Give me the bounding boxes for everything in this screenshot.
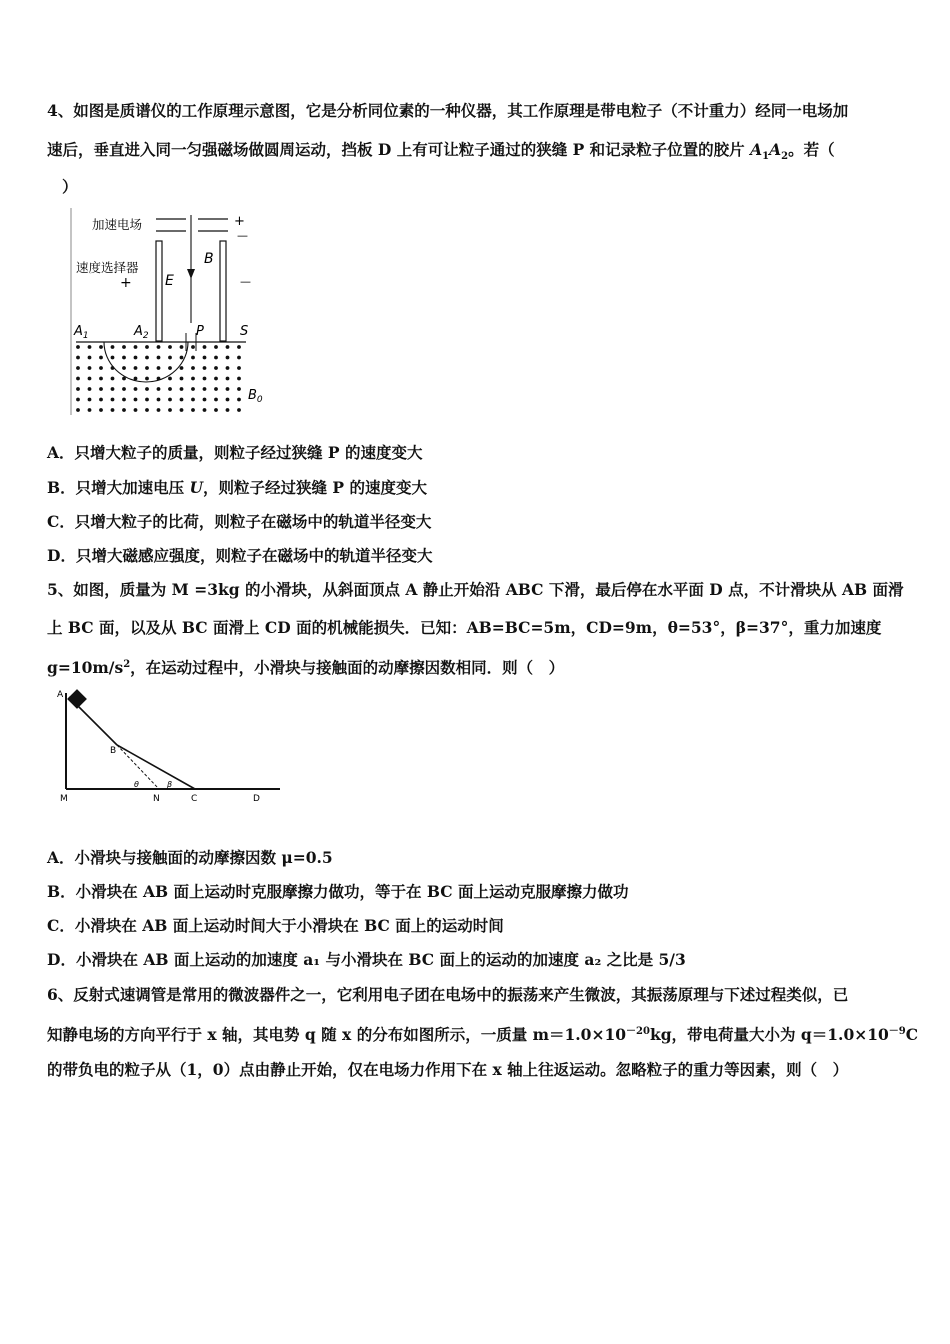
q4-option-b-text: B．只增大加速电压 — [47, 478, 190, 497]
field-dot — [226, 398, 230, 402]
field-dot — [99, 387, 103, 391]
field-dot — [88, 377, 92, 381]
field-dot — [111, 377, 115, 381]
angle-theta-label: θ — [134, 780, 139, 789]
field-dot — [168, 398, 172, 402]
plus-sign-top: + — [234, 214, 245, 229]
field-dot — [191, 345, 195, 349]
field-dot — [134, 377, 138, 381]
slider-block — [67, 689, 87, 709]
field-dot — [203, 377, 207, 381]
field-dot — [76, 377, 80, 381]
field-dot — [122, 366, 126, 370]
q4-film-a1-sub: 1 — [762, 151, 770, 163]
label-accel-field: 加速电场 — [92, 217, 143, 232]
field-dot — [168, 408, 172, 412]
label-a1: $A_1$ — [74, 324, 89, 341]
field-dot — [168, 387, 172, 391]
field-dot — [145, 366, 149, 370]
q6-line-2-mid: kg，带电荷量大小为 q＝1.0×10 — [649, 1025, 889, 1045]
field-dot — [111, 356, 115, 360]
magnetic-field-dots — [76, 345, 241, 412]
field-dot — [168, 377, 172, 381]
label-b0: $B_0$ — [248, 388, 263, 405]
q4-line-2-end: 。若（ — [788, 140, 835, 159]
field-dot — [157, 345, 161, 349]
field-dot — [76, 387, 80, 391]
field-dot — [180, 408, 184, 412]
field-dot — [191, 387, 195, 391]
q4-option-a[interactable]: A．只增大粒子的质量，则粒子经过狭缝 P 的速度变大 — [47, 443, 423, 462]
q4-film-a2-sub: 2 — [781, 151, 789, 163]
field-dot — [191, 377, 195, 381]
field-dot — [214, 387, 218, 391]
q6-line-1: 6、反射式速调管是常用的微波器件之一，它利用电子团在电场中的振荡来产生微波，其振荡原理与下述过程类似，已 — [47, 985, 849, 1004]
field-dot — [76, 408, 80, 412]
field-dot — [145, 398, 149, 402]
field-dot — [180, 377, 184, 381]
label-s: S — [240, 324, 249, 339]
label-a2: $A_2$ — [134, 324, 149, 341]
field-dot — [214, 377, 218, 381]
point-a-label: A — [57, 690, 64, 700]
q4-option-b[interactable] — [47, 478, 427, 498]
field-dot — [88, 398, 92, 402]
mass-spectrometer-diagram — [68, 205, 278, 420]
field-dot — [111, 366, 115, 370]
field-dot — [168, 345, 172, 349]
field-dot — [214, 366, 218, 370]
incline-diagram — [55, 685, 285, 805]
field-dot — [180, 398, 184, 402]
field-dot — [76, 345, 80, 349]
field-dot — [168, 366, 172, 370]
field-dot — [226, 356, 230, 360]
field-dot — [203, 398, 207, 402]
field-dot — [214, 345, 218, 349]
field-dot — [214, 398, 218, 402]
field-dot — [122, 345, 126, 349]
field-dot — [134, 356, 138, 360]
field-dot — [237, 356, 241, 360]
field-dot — [237, 366, 241, 370]
q5-line-3-sup: 2 — [123, 659, 131, 670]
point-d-label: D — [253, 794, 260, 804]
q6-line-2-sup1: －20 — [626, 1026, 650, 1037]
q5-line-3-text: g=10m/s — [47, 658, 124, 678]
field-dot — [88, 387, 92, 391]
q4-line-1: 4、如图是质谱仪的工作原理示意图，它是分析同位素的一种仪器，其工作原理是带电粒子（不计重力）经同一电场加 — [47, 101, 849, 120]
field-dot — [122, 387, 126, 391]
q6-line-2 — [47, 1022, 919, 1045]
field-dot — [168, 356, 172, 360]
field-dot — [180, 356, 184, 360]
plus-sign-selector: + — [120, 275, 132, 291]
field-dot — [157, 398, 161, 402]
field-dot — [203, 366, 207, 370]
field-dot — [134, 345, 138, 349]
q6-line-2-text: 知静电场的方向平行于 x 轴，其电势 q 随 x 的分布如图所示，一质量 m＝1.0×10 — [47, 1025, 627, 1045]
q5-option-b[interactable]: B．小滑块在 AB 面上运动时克服摩擦力做功，等于在 BC 面上运动克服摩擦力做功 — [47, 882, 629, 901]
field-dot — [214, 408, 218, 412]
angle-beta-label: β — [167, 780, 173, 789]
field-dot — [99, 408, 103, 412]
minus-sign-top: — — [237, 229, 248, 242]
field-dot — [226, 366, 230, 370]
q6-line-2-end: C — [905, 1025, 919, 1045]
field-dot — [99, 345, 103, 349]
field-dot — [191, 398, 195, 402]
field-dot — [76, 356, 80, 360]
field-dot — [157, 356, 161, 360]
field-dot — [191, 408, 195, 412]
field-dot — [145, 408, 149, 412]
q4-line-2 — [47, 140, 907, 167]
field-dot — [134, 398, 138, 402]
field-dot — [203, 408, 207, 412]
field-dot — [99, 366, 103, 370]
label-velocity-selector: 速度选择器 — [76, 260, 139, 275]
q4-option-d[interactable]: D．只增大磁感应强度，则粒子在磁场中的轨道半径变大 — [47, 546, 433, 565]
field-dot — [180, 345, 184, 349]
field-dot — [145, 356, 149, 360]
field-dot — [88, 408, 92, 412]
q4-film-a1: A — [750, 140, 763, 159]
q4-line-3: ） — [62, 177, 78, 196]
field-dot — [237, 377, 241, 381]
field-dot — [237, 387, 241, 391]
field-dot — [226, 408, 230, 412]
q5-line-3-end: ，在运动过程中，小滑块与接触面的动摩擦因数相同．则（ ） — [130, 658, 565, 678]
field-dot — [99, 356, 103, 360]
field-dot — [214, 356, 218, 360]
point-c-label: C — [191, 794, 198, 804]
point-m-label: M — [60, 794, 68, 804]
label-e-field: E — [165, 273, 174, 289]
field-dot — [122, 408, 126, 412]
field-dot — [122, 398, 126, 402]
minus-sign-selector: — — [240, 275, 251, 288]
label-p-slit: P — [196, 324, 204, 339]
q4-film-a2: A — [769, 140, 782, 159]
field-dot — [111, 345, 115, 349]
q5-line-1: 5、如图，质量为 M =3kg 的小滑块，从斜面顶点 A 静止开始沿 ABC 下滑，最后停在水平面 D 点，不计滑块从 AB 面滑 — [47, 580, 904, 599]
field-dot — [191, 366, 195, 370]
field-dot — [180, 366, 184, 370]
field-dot — [145, 377, 149, 381]
field-dot — [76, 398, 80, 402]
field-dot — [134, 387, 138, 391]
point-n-label: N — [153, 794, 160, 804]
field-dot — [237, 398, 241, 402]
q4-option-b-var: U — [189, 478, 204, 497]
q4-option-b-suffix: ，则粒子经过狭缝 P 的速度变大 — [203, 478, 427, 497]
field-dot — [237, 408, 241, 412]
field-dot — [99, 398, 103, 402]
field-dot — [134, 408, 138, 412]
field-dot — [157, 387, 161, 391]
field-dot — [203, 356, 207, 360]
field-dot — [99, 377, 103, 381]
label-b-field: B — [204, 251, 214, 267]
field-dot — [157, 377, 161, 381]
q6-line-2-sup2: －9 — [888, 1026, 906, 1037]
field-dot — [226, 345, 230, 349]
field-dot — [111, 387, 115, 391]
field-dot — [237, 345, 241, 349]
field-dot — [134, 366, 138, 370]
field-dot — [203, 345, 207, 349]
field-dot — [180, 387, 184, 391]
field-dot — [111, 398, 115, 402]
q5-option-c[interactable]: C．小滑块在 AB 面上运动时间大于小滑块在 BC 面上的运动时间 — [47, 916, 504, 935]
q5-option-a[interactable]: A．小滑块与接触面的动摩擦因数 μ=0.5 — [47, 848, 333, 867]
field-dot — [191, 356, 195, 360]
point-b-label: B — [110, 746, 117, 756]
field-dot — [145, 387, 149, 391]
q4-line-2-text: 速后，垂直进入同一匀强磁场做圆周运动，挡板 D 上有可让粒子通过的狭缝 P 和记录粒子位置的胶片 — [47, 140, 751, 159]
field-dot — [88, 366, 92, 370]
field-dot — [88, 345, 92, 349]
field-dot — [122, 377, 126, 381]
field-dot — [111, 408, 115, 412]
q5-option-d[interactable]: D．小滑块在 AB 面上运动的加速度 a₁ 与小滑块在 BC 面上的运动的加速度 a₂ 之比是 5/3 — [47, 950, 686, 969]
q5-line-2: 上 BC 面，以及从 BC 面滑上 CD 面的机械能损失．已知：AB=BC=5m，CD=9m，θ=53°，β=37°，重力加速度 — [47, 618, 882, 637]
q4-option-c[interactable]: C．只增大粒子的比荷，则粒子在磁场中的轨道半径变大 — [47, 512, 432, 531]
field-dot — [122, 356, 126, 360]
field-dot — [226, 377, 230, 381]
q6-line-3: 的带负电的粒子从（1，0）点由静止开始，仅在电场力作用下在 x 轴上往返运动。忽略粒子的重力等因素，则（ ） — [47, 1060, 849, 1079]
field-dot — [157, 408, 161, 412]
field-dot — [76, 366, 80, 370]
field-dot — [88, 356, 92, 360]
field-dot — [145, 345, 149, 349]
field-dot — [203, 387, 207, 391]
field-dot — [157, 366, 161, 370]
q5-line-3 — [47, 655, 907, 678]
field-dot — [226, 387, 230, 391]
